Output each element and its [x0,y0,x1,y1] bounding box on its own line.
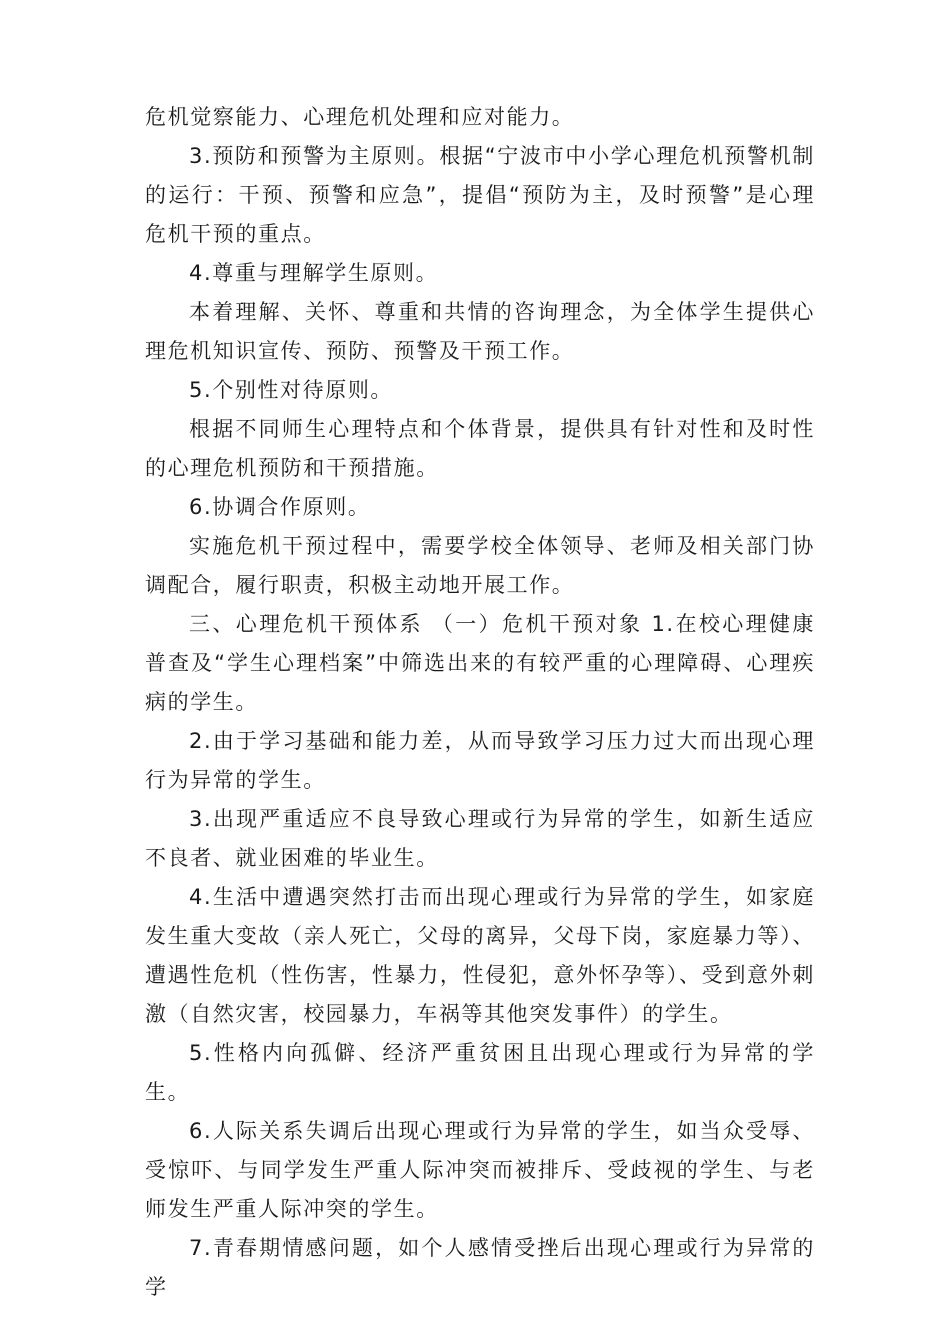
list-item: 2.由于学习基础和能力差，从而导致学习压力过大而出现心理行为异常的学生。 [145,729,815,792]
list-item: 3.出现严重适应不良导致心理或行为异常的学生，如新生适应不良者、就业困难的毕业生。 [145,807,815,870]
paragraph: 危机觉察能力、心理危机处理和应对能力。 [145,105,575,129]
list-item: 4.生活中遭遇突然打击而出现心理或行为异常的学生，如家庭发生重大变故（亲人死亡，父母的离异，父母下岗，家庭暴力等）、遭遇性危机（性伤害，性暴力，性侵犯，意外怀孕等）、受到意外刺激（自然灾害，校园暴力，车祸等其他突发事件）的学生。 [145,885,815,1026]
section-heading: 4.尊重与理解学生原则。 [189,261,439,285]
paragraph: 根据不同师生心理特点和个体背景，提供具有针对性和及时性的心理危机预防和干预措施。 [145,417,815,480]
list-item: 7.青春期情感问题，如个人感情受挫后出现心理或行为异常的学 [145,1236,815,1299]
list-item: 5.性格内向孤僻、经济严重贫困且出现心理或行为异常的学生。 [145,1041,815,1104]
paragraph: 实施危机干预过程中，需要学校全体领导、老师及相关部门协调配合，履行职责，积极主动地开展工作。 [145,534,815,597]
section-heading: 6.协调合作原则。 [189,495,371,519]
paragraph: 本着理解、关怀、尊重和共情的咨询理念，为全体学生提供心理危机知识宣传、预防、预警及干预工作。 [145,300,815,363]
paragraph: 3.预防和预警为主原则。根据“宁波市中小学心理危机预警机制的运行：干预、预警和应急”，提倡“预防为主，及时预警”是心理危机干预的重点。 [145,144,815,246]
list-item: 6.人际关系失调后出现心理或行为异常的学生，如当众受辱、受惊吓、与同学发生严重人际冲突而被排斥、受歧视的学生、与老师发生严重人际冲突的学生。 [145,1119,815,1221]
section-heading: 5.个别性对待原则。 [189,378,394,402]
paragraph: 三、心理危机干预体系 （一）危机干预对象 1.在校心理健康普查及“学生心理档案”中筛选出来的有较严重的心理障碍、心理疾病的学生。 [145,612,815,714]
document-body [145,98,815,1307]
